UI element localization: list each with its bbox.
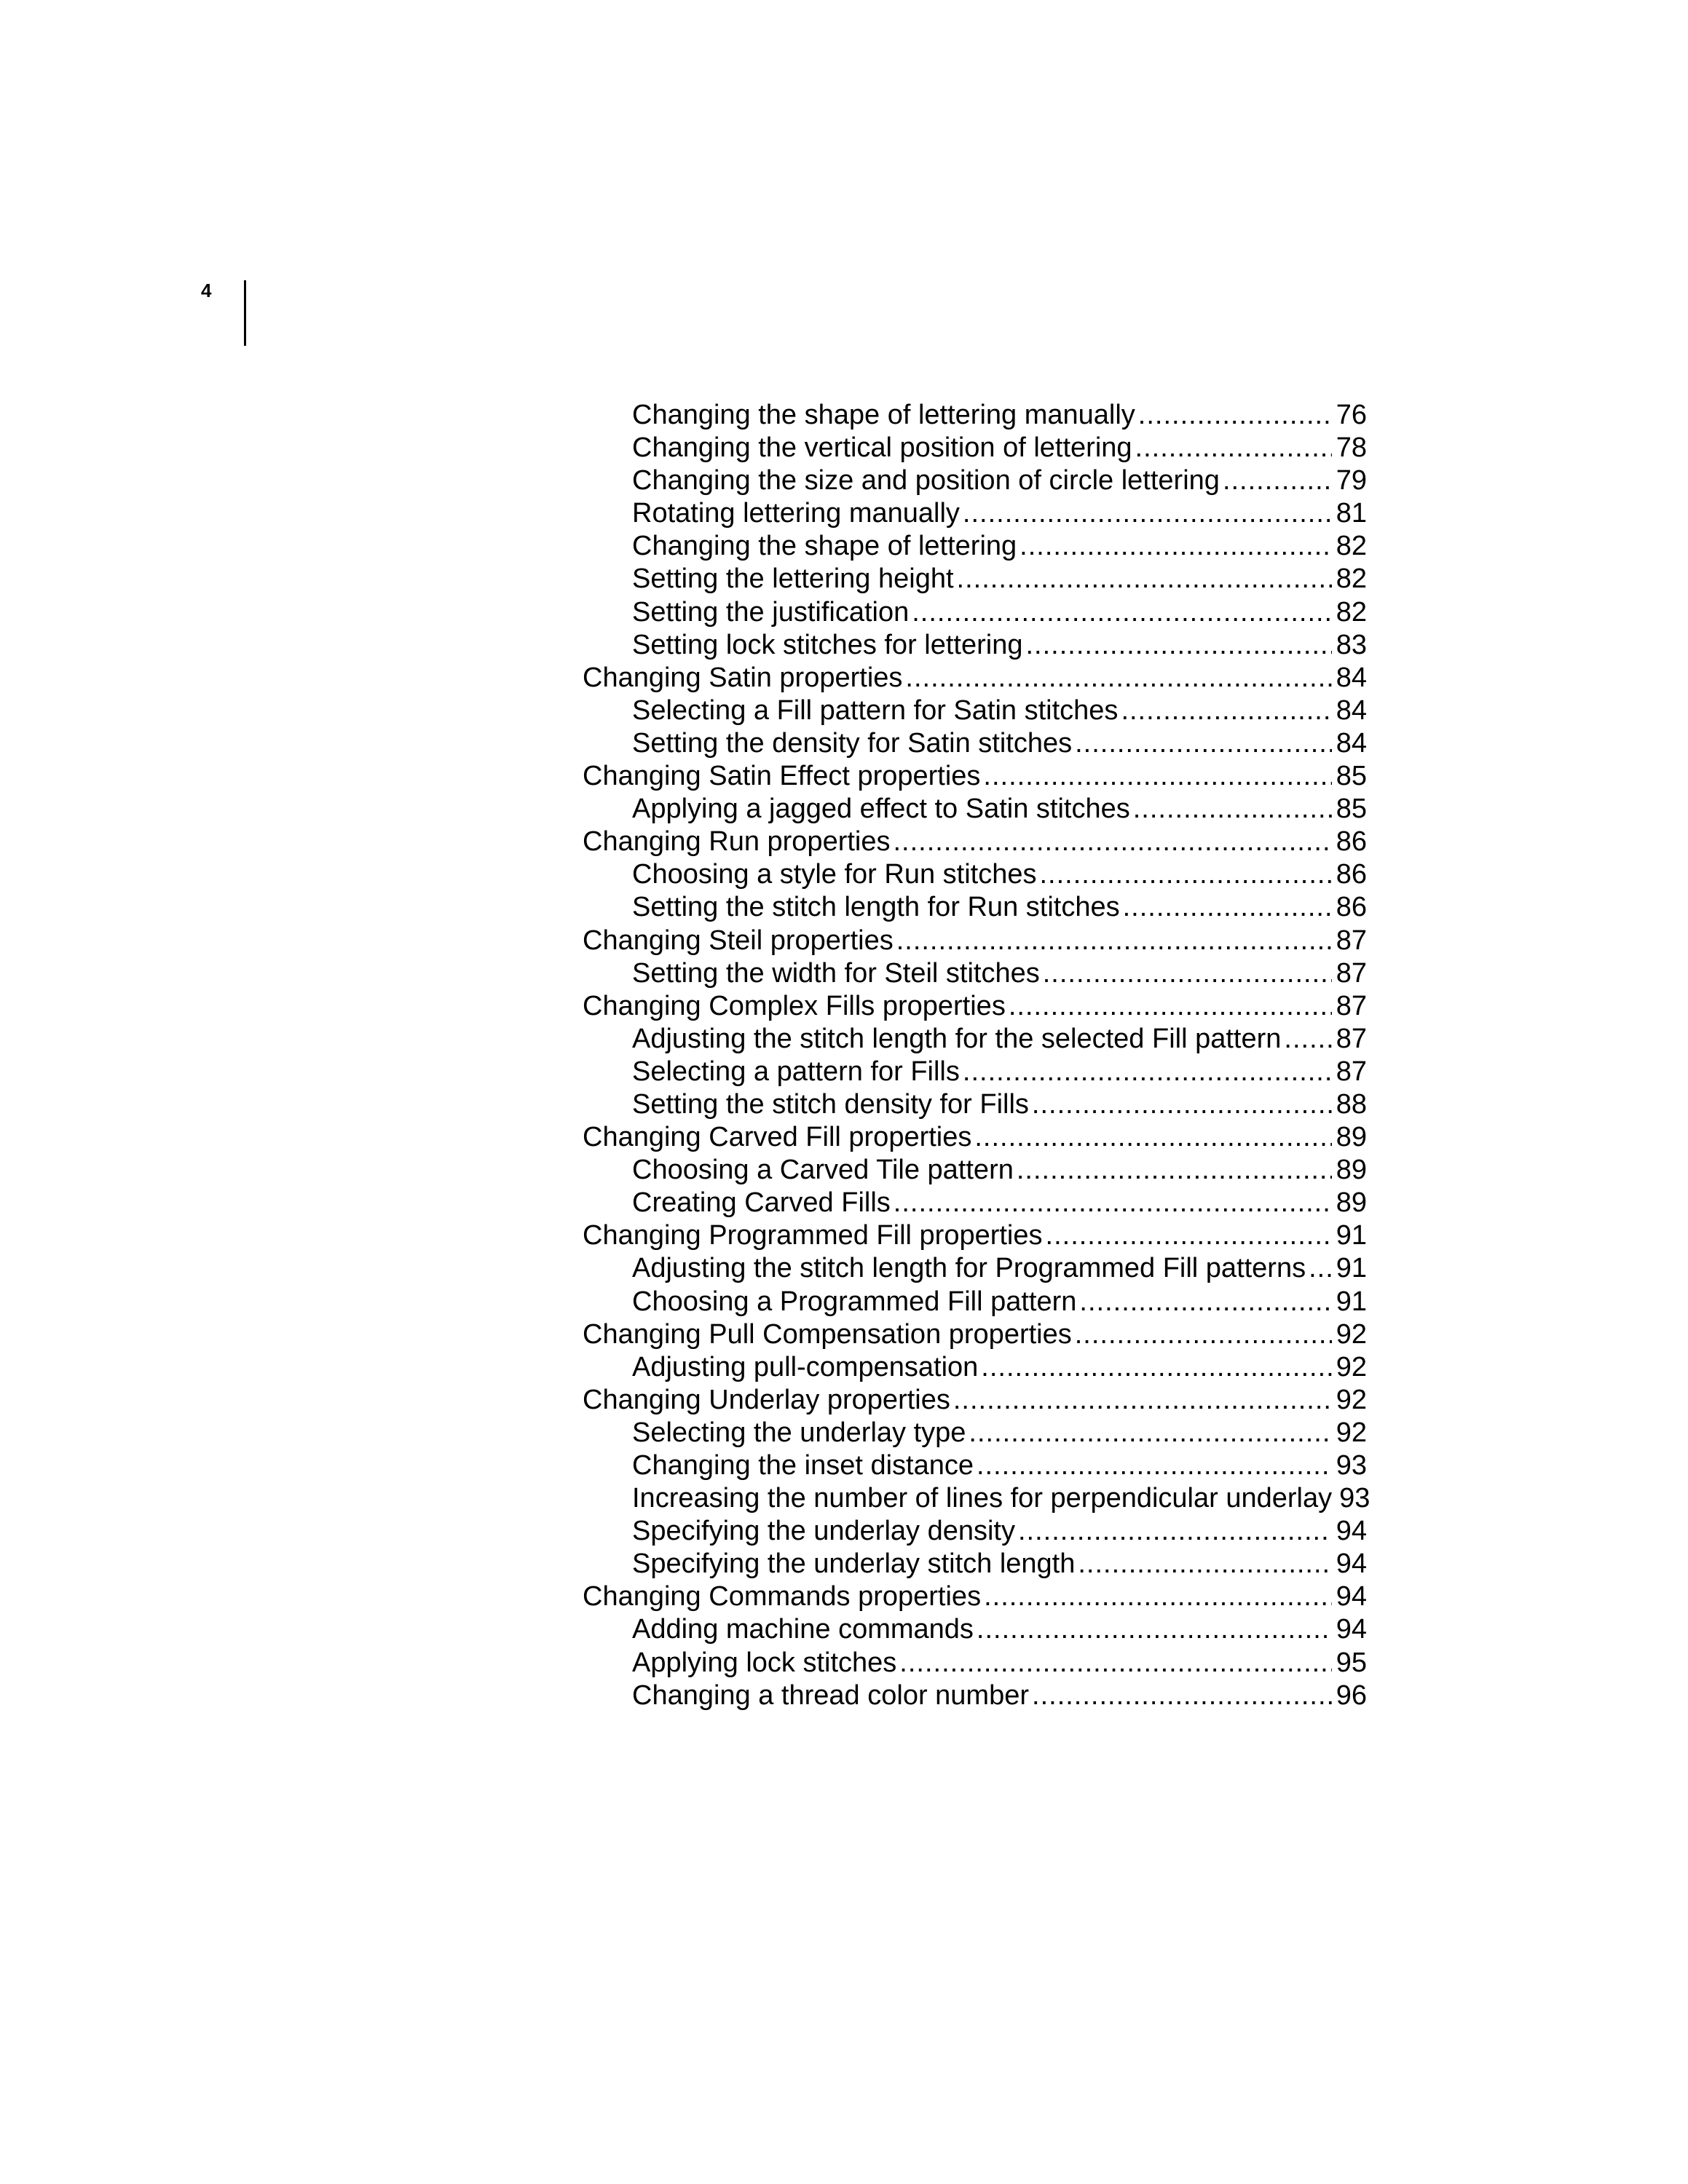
toc-entry-page-number: 95 bbox=[1336, 1647, 1367, 1678]
toc-entry[interactable] bbox=[583, 399, 1367, 432]
page-number-rule bbox=[244, 280, 246, 346]
toc-entry-page-number: 84 bbox=[1336, 662, 1367, 693]
toc-entry-page-number: 89 bbox=[1336, 1122, 1367, 1153]
toc-dot-leader bbox=[1133, 793, 1332, 826]
toc-dot-leader bbox=[894, 1187, 1332, 1219]
toc-dot-leader bbox=[1040, 858, 1332, 891]
toc-entry-page-number: 78 bbox=[1336, 432, 1367, 464]
toc-entry[interactable] bbox=[583, 1088, 1367, 1121]
toc-entry-title: Setting the lettering height bbox=[632, 563, 954, 595]
toc-entry-page-number: 83 bbox=[1336, 629, 1367, 660]
toc-entry-title: Setting the stitch length for Run stitches bbox=[632, 892, 1120, 923]
toc-entry-title: Changing Steil properties bbox=[583, 925, 894, 956]
toc-entry[interactable] bbox=[583, 1219, 1367, 1252]
toc-dot-leader bbox=[1019, 530, 1332, 563]
toc-entry-page-number: 79 bbox=[1336, 465, 1367, 496]
toc-entry-title: Specifying the underlay stitch length bbox=[632, 1548, 1076, 1580]
toc-entry-title: Changing Pull Compensation properties bbox=[583, 1318, 1072, 1350]
toc-dot-leader bbox=[1017, 1154, 1332, 1187]
toc-entry-page-number: 84 bbox=[1336, 695, 1367, 726]
toc-entry[interactable] bbox=[583, 990, 1367, 1023]
toc-entry-title: Choosing a Programmed Fill pattern bbox=[632, 1286, 1077, 1317]
toc-dot-leader bbox=[896, 925, 1332, 957]
toc-dot-leader bbox=[974, 1121, 1331, 1154]
toc-entry[interactable] bbox=[583, 1449, 1367, 1482]
toc-entry[interactable] bbox=[583, 695, 1367, 727]
toc-entry-title: Applying a jagged effect to Satin stitches bbox=[632, 794, 1130, 825]
toc-dot-leader bbox=[912, 596, 1331, 629]
toc-entry-page-number: 92 bbox=[1336, 1318, 1367, 1350]
toc-dot-leader bbox=[977, 1613, 1332, 1646]
toc-dot-leader bbox=[1078, 1548, 1331, 1580]
toc-entry-title: Selecting a pattern for Fills bbox=[632, 1056, 960, 1087]
toc-entry-title: Changing the vertical position of lettering bbox=[632, 432, 1132, 464]
toc-entry-page-number: 92 bbox=[1336, 1417, 1367, 1448]
toc-entry-page-number: 94 bbox=[1336, 1548, 1367, 1580]
toc-entry[interactable] bbox=[583, 1417, 1367, 1449]
toc-dot-leader bbox=[1138, 399, 1332, 432]
toc-entry[interactable] bbox=[583, 1187, 1367, 1219]
toc-entry[interactable] bbox=[583, 891, 1367, 924]
toc-entry-title: Selecting the underlay type bbox=[632, 1417, 966, 1448]
toc-dot-leader bbox=[984, 1580, 1332, 1613]
toc-dot-leader bbox=[1135, 432, 1332, 464]
toc-entry-page-number: 87 bbox=[1336, 925, 1367, 956]
toc-entry-page-number: 91 bbox=[1336, 1220, 1367, 1251]
toc-dot-leader bbox=[977, 1449, 1332, 1482]
toc-entry-title: Setting lock stitches for lettering bbox=[632, 629, 1023, 660]
toc-entry-page-number: 94 bbox=[1336, 1516, 1367, 1547]
toc-entry-title: Adjusting the stitch length for Programmed Fill patterns bbox=[632, 1253, 1306, 1284]
toc-dot-leader bbox=[1121, 695, 1331, 727]
toc-entry-title: Changing the shape of lettering manually bbox=[632, 400, 1135, 430]
toc-entry[interactable] bbox=[583, 1548, 1367, 1580]
toc-dot-leader bbox=[983, 760, 1331, 793]
toc-entry-title: Setting the justification bbox=[632, 596, 910, 628]
toc-dot-leader bbox=[1032, 1679, 1332, 1712]
toc-entry[interactable] bbox=[583, 1580, 1367, 1613]
toc-entry-title: Selecting a Fill pattern for Satin stitches bbox=[632, 695, 1119, 726]
toc-entry[interactable] bbox=[583, 464, 1367, 497]
toc-entry-title: Changing Commands properties bbox=[583, 1581, 982, 1613]
toc-dot-leader bbox=[1032, 1088, 1332, 1121]
toc-entry-title: Changing Carved Fill properties bbox=[583, 1122, 972, 1153]
toc-entry[interactable] bbox=[583, 1351, 1367, 1384]
toc-entry-page-number: 87 bbox=[1336, 1023, 1367, 1054]
toc-entry-title: Increasing the number of lines for perpendicular underlay bbox=[632, 1483, 1333, 1514]
toc-dot-leader bbox=[969, 1417, 1331, 1449]
toc-entry[interactable] bbox=[583, 826, 1367, 858]
toc-entry-page-number: 86 bbox=[1336, 826, 1367, 858]
toc-entry-title: Specifying the underlay density bbox=[632, 1516, 1015, 1547]
toc-dot-leader bbox=[981, 1351, 1331, 1384]
table-of-contents bbox=[583, 399, 1370, 1712]
toc-dot-leader bbox=[1046, 1219, 1332, 1252]
toc-entry[interactable] bbox=[583, 1482, 1370, 1515]
toc-entry[interactable] bbox=[583, 596, 1367, 629]
toc-entry-page-number: 94 bbox=[1336, 1614, 1367, 1645]
toc-dot-leader bbox=[1018, 1515, 1332, 1548]
toc-entry[interactable] bbox=[583, 1384, 1367, 1417]
toc-entry-title: Setting the stitch density for Fills bbox=[632, 1088, 1029, 1120]
toc-entry[interactable] bbox=[583, 1154, 1367, 1187]
toc-entry-page-number: 91 bbox=[1336, 1253, 1367, 1284]
toc-entry[interactable] bbox=[583, 1515, 1367, 1548]
toc-entry[interactable] bbox=[583, 1286, 1367, 1318]
toc-entry-page-number: 93 bbox=[1339, 1483, 1370, 1514]
toc-entry-title: Changing Satin properties bbox=[583, 662, 903, 693]
toc-entry-page-number: 85 bbox=[1336, 761, 1367, 792]
toc-dot-leader bbox=[1075, 727, 1332, 760]
toc-entry-title: Creating Carved Fills bbox=[632, 1187, 891, 1219]
toc-entry[interactable] bbox=[583, 1023, 1367, 1056]
toc-dot-leader bbox=[963, 497, 1332, 530]
toc-entry-page-number: 86 bbox=[1336, 859, 1367, 890]
toc-entry-title: Changing Satin Effect properties bbox=[583, 761, 981, 792]
toc-entry-title: Choosing a Carved Tile pattern bbox=[632, 1155, 1014, 1186]
toc-entry[interactable] bbox=[583, 563, 1367, 596]
toc-entry[interactable] bbox=[583, 1056, 1367, 1088]
toc-entry[interactable] bbox=[583, 727, 1367, 760]
toc-dot-leader bbox=[1223, 464, 1332, 497]
toc-entry-title: Changing the shape of lettering bbox=[632, 531, 1017, 562]
toc-entry-page-number: 86 bbox=[1336, 892, 1367, 923]
toc-dot-leader bbox=[1009, 990, 1332, 1023]
toc-entry-page-number: 87 bbox=[1336, 990, 1367, 1021]
toc-dot-leader bbox=[1123, 891, 1332, 924]
toc-dot-leader bbox=[905, 662, 1331, 695]
toc-entry-title: Adding machine commands bbox=[632, 1614, 974, 1645]
toc-entry-page-number: 89 bbox=[1336, 1155, 1367, 1186]
toc-entry-page-number: 82 bbox=[1336, 563, 1367, 595]
toc-entry[interactable] bbox=[583, 1318, 1367, 1351]
toc-entry-page-number: 96 bbox=[1336, 1679, 1367, 1711]
toc-entry-page-number: 87 bbox=[1336, 1056, 1367, 1087]
toc-entry-page-number: 92 bbox=[1336, 1384, 1367, 1415]
toc-entry-page-number: 81 bbox=[1336, 498, 1367, 529]
toc-entry-page-number: 94 bbox=[1336, 1581, 1367, 1613]
toc-entry[interactable] bbox=[583, 432, 1367, 464]
toc-entry-title: Changing the size and position of circle lettering bbox=[632, 465, 1220, 496]
toc-entry-title: Setting the width for Steil stitches bbox=[632, 957, 1040, 989]
toc-entry-title: Applying lock stitches bbox=[632, 1647, 897, 1678]
toc-dot-leader bbox=[1284, 1023, 1331, 1056]
toc-entry[interactable] bbox=[583, 925, 1367, 957]
toc-dot-leader bbox=[957, 563, 1332, 596]
toc-entry[interactable] bbox=[583, 497, 1367, 530]
toc-entry-title: Setting the density for Satin stitches bbox=[632, 727, 1073, 759]
toc-dot-leader bbox=[899, 1647, 1331, 1679]
toc-entry[interactable] bbox=[583, 957, 1367, 990]
toc-dot-leader bbox=[963, 1056, 1332, 1088]
toc-dot-leader bbox=[1079, 1286, 1331, 1318]
toc-dot-leader bbox=[894, 826, 1332, 858]
toc-entry-page-number: 82 bbox=[1336, 531, 1367, 562]
toc-dot-leader bbox=[1075, 1318, 1332, 1351]
toc-entry-page-number: 85 bbox=[1336, 794, 1367, 825]
toc-entry[interactable] bbox=[583, 1252, 1367, 1285]
toc-entry-page-number: 92 bbox=[1336, 1351, 1367, 1382]
toc-entry-page-number: 89 bbox=[1336, 1187, 1367, 1219]
toc-entry-title: Changing Programmed Fill properties bbox=[583, 1220, 1043, 1251]
toc-entry-title: Rotating lettering manually bbox=[632, 498, 960, 529]
toc-entry[interactable] bbox=[583, 1679, 1367, 1712]
toc-entry-page-number: 93 bbox=[1336, 1450, 1367, 1481]
toc-entry-title: Adjusting pull-compensation bbox=[632, 1351, 979, 1382]
toc-entry[interactable] bbox=[583, 629, 1367, 662]
toc-entry[interactable] bbox=[583, 793, 1367, 826]
toc-dot-leader bbox=[1025, 629, 1331, 662]
toc-entry-page-number: 82 bbox=[1336, 596, 1367, 628]
toc-entry-title: Changing the inset distance bbox=[632, 1450, 974, 1481]
toc-entry[interactable] bbox=[583, 760, 1367, 793]
toc-entry[interactable] bbox=[583, 662, 1367, 695]
toc-dot-leader bbox=[953, 1384, 1332, 1417]
toc-entry-title: Adjusting the stitch length for the selected Fill pattern bbox=[632, 1023, 1282, 1054]
toc-entry-title: Changing Complex Fills properties bbox=[583, 990, 1006, 1021]
toc-entry-page-number: 84 bbox=[1336, 727, 1367, 759]
toc-entry[interactable] bbox=[583, 1613, 1367, 1646]
page-number: 4 bbox=[201, 280, 212, 301]
toc-entry-page-number: 87 bbox=[1336, 957, 1367, 989]
toc-entry-page-number: 91 bbox=[1336, 1286, 1367, 1317]
toc-entry[interactable] bbox=[583, 1647, 1367, 1679]
toc-entry-title: Changing Run properties bbox=[583, 826, 891, 858]
toc-entry-title: Changing a thread color number bbox=[632, 1679, 1030, 1711]
toc-entry[interactable] bbox=[583, 530, 1367, 563]
toc-entry[interactable] bbox=[583, 858, 1367, 891]
toc-dot-leader bbox=[1043, 957, 1332, 990]
toc-entry-title: Choosing a style for Run stitches bbox=[632, 859, 1037, 890]
toc-entry-page-number: 76 bbox=[1336, 400, 1367, 430]
toc-entry-page-number: 88 bbox=[1336, 1088, 1367, 1120]
toc-entry-title: Changing Underlay properties bbox=[583, 1384, 950, 1415]
toc-dot-leader bbox=[1309, 1252, 1332, 1285]
toc-entry[interactable] bbox=[583, 1121, 1367, 1154]
